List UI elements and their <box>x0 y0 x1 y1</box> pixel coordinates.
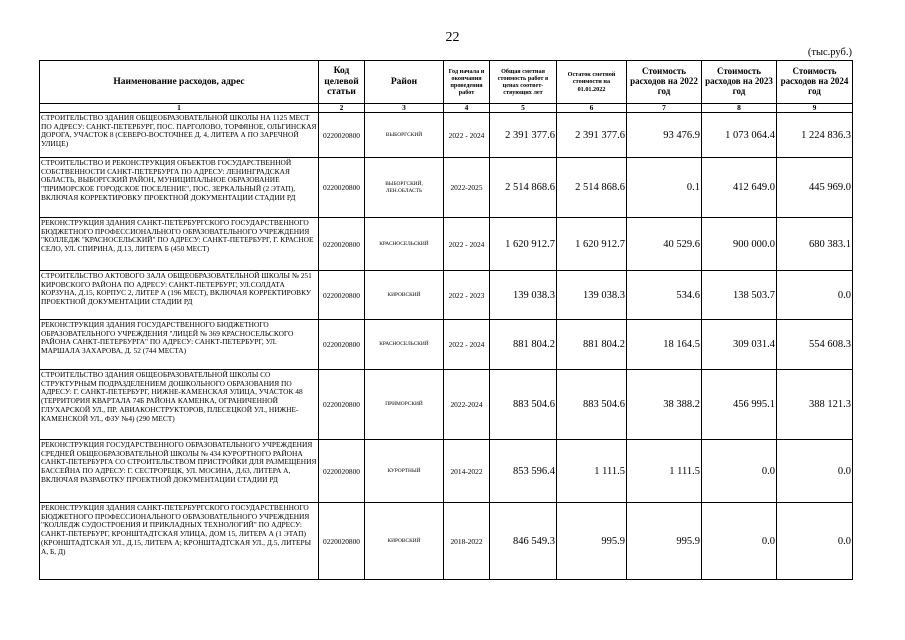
cost-2024: 0.0 <box>777 440 853 503</box>
work-period: 2014-2022 <box>444 440 490 503</box>
remainder-cost: 881 804.2 <box>557 320 627 370</box>
header-cost-2024: Стоимость расходов на 2024 год <box>777 61 853 104</box>
table-row <box>40 503 853 580</box>
page-number: 22 <box>445 30 460 45</box>
cost-2024: 0.0 <box>777 271 853 320</box>
total-cost: 846 549.3 <box>490 503 557 580</box>
table-row <box>40 271 853 320</box>
district: ПРИМОРСКИЙ <box>365 370 444 440</box>
column-number: 9 <box>777 104 853 113</box>
work-period: 2022-2025 <box>444 158 490 218</box>
remainder-cost: 2 391 377.6 <box>557 113 627 158</box>
table-row <box>40 218 853 271</box>
column-number-row <box>40 104 853 113</box>
table-row <box>40 320 853 370</box>
cost-2023: 900 000.0 <box>702 218 777 271</box>
header-period: Год начала и окончания проведения работ <box>444 61 490 104</box>
target-code: 0220020800 <box>319 158 365 218</box>
table-row <box>40 158 853 218</box>
work-period: 2022 - 2024 <box>444 218 490 271</box>
expenses-table <box>39 60 853 580</box>
cost-2023: 456 995.1 <box>702 370 777 440</box>
remainder-cost: 883 504.6 <box>557 370 627 440</box>
total-cost: 139 038.3 <box>490 271 557 320</box>
expense-name: СТРОИТЕЛЬСТВО И РЕКОНСТРУКЦИЯ ОБЪЕКТОВ ГОСУДАРСТВЕННОЙ СОБСТВЕННОСТИ САНКТ-ПЕТЕРБУРГА ПО АДРЕСУ: ЛЕНИНГРАДСКАЯ ОБЛАСТЬ, ВЫБОРГСКИЙ РАЙОН, МУНИЦИПАЛЬНОЕ ОБРАЗОВАНИЕ "ПРИМОРСКОЕ ГОРОДСКОЕ ПОСЕЛЕНИЕ", ПОС. ЗЕРКАЛЬНЫЙ (2 ЭТАП), ВКЛЮЧАЯ КОРРЕКТИРОВКУ ПРОЕКТНОЙ ДОКУМЕНТАЦИИ СТАДИИ РД <box>40 158 319 218</box>
header-code: Код целевой статьи <box>319 61 365 104</box>
expense-name: СТРОИТЕЛЬСТВО ЗДАНИЯ ОБЩЕОБРАЗОВАТЕЛЬНОЙ ШКОЛЫ СО СТРУКТУРНЫМ ПОДРАЗДЕЛЕНИЕМ ДОШКОЛЬНОГО ОБРАЗОВАНИЯ ПО АДРЕСУ: Г. САНКТ-ПЕТЕРБУРГ, НИЖНЕ-КАМЕНСКАЯ УЛИЦА, УЧАСТОК 48 (ТЕРРИТОРИЯ КВАРТАЛА 74Б РАЙОНА КАМЕНКА, ОГРАНИЧЕННОЙ ГЛУХАРСКОЙ УЛ., ПР. АВИАКОНСТРУКТОРОВ, ПЛЕСЕЦКОЙ УЛ., НИЖНЕ-КАМЕНСКОЙ УЛ., ФЗУ №4) (290 МЕСТ) <box>40 370 319 440</box>
cost-2024: 1 224 836.3 <box>777 113 853 158</box>
column-number: 8 <box>702 104 777 113</box>
table-row <box>40 440 853 503</box>
column-number: 7 <box>627 104 702 113</box>
cost-2022: 40 529.6 <box>627 218 702 271</box>
work-period: 2022 - 2023 <box>444 271 490 320</box>
column-number: 1 <box>40 104 319 113</box>
cost-2022: 0.1 <box>627 158 702 218</box>
target-code: 0220020800 <box>319 320 365 370</box>
target-code: 0220020800 <box>319 503 365 580</box>
cost-2022: 534.6 <box>627 271 702 320</box>
cost-2022: 93 476.9 <box>627 113 702 158</box>
expense-name: СТРОИТЕЛЬСТВО ЗДАНИЯ ОБЩЕОБРАЗОВАТЕЛЬНОЙ ШКОЛЫ НА 1125 МЕСТ ПО АДРЕСУ: САНКТ-ПЕТЕРБУРГ, ПОС. ПАРГОЛОВО, ТОРФЯНОЕ, ОЛЬГИНСКАЯ ДОРОГА, УЧАСТОК 8 (СЕВЕРО-ВОСТОЧНЕЕ Д. 4, ЛИТЕРА А ПО ЗАРЕЧНОЙ УЛИЦЕ) <box>40 113 319 158</box>
column-number: 5 <box>490 104 557 113</box>
total-cost: 1 620 912.7 <box>490 218 557 271</box>
expense-name: РЕКОНСТРУКЦИЯ ЗДАНИЯ САНКТ-ПЕТЕРБУРГСКОГО ГОСУДАРСТВЕННОГО БЮДЖЕТНОГО ПРОФЕССИОНАЛЬНОГО ОБРАЗОВАТЕЛЬНОГО УЧРЕЖДЕНИЯ "КОЛЛЕДЖ "КРАСНОСЕЛЬСКИЙ" ПО АДРЕСУ: САНКТ-ПЕТЕРБУРГ, Г. КРАСНОЕ СЕЛО, УЛ. СПИРИНА, Д.13, ЛИТЕРА Б (450 МЕСТ) <box>40 218 319 271</box>
district: КРАСНОСЕЛЬСКИЙ <box>365 320 444 370</box>
total-cost: 2 514 868.6 <box>490 158 557 218</box>
remainder-cost: 1 111.5 <box>557 440 627 503</box>
work-period: 2022 - 2024 <box>444 320 490 370</box>
target-code: 0220020800 <box>319 370 365 440</box>
header-district: Район <box>365 61 444 104</box>
header-name: Наименование расходов, адрес <box>40 61 319 104</box>
header-total: Общая сметная стоимость работ в ценах соответ-ствующих лет <box>490 61 557 104</box>
district: ВЫБОРГСКИЙ, ЛЕН.ОБЛАСТЬ <box>365 158 444 218</box>
cost-2024: 554 608.3 <box>777 320 853 370</box>
table-row <box>40 113 853 158</box>
target-code: 0220020800 <box>319 113 365 158</box>
column-number: 3 <box>365 104 444 113</box>
expense-name: РЕКОНСТРУКЦИЯ ЗДАНИЯ САНКТ-ПЕТЕРБУРГСКОГО ГОСУДАРСТВЕННОГО БЮДЖЕТНОГО ПРОФЕССИОНАЛЬНОГО ОБРАЗОВАТЕЛЬНОГО УЧРЕЖДЕНИЯ "КОЛЛЕДЖ СУДОСТРОЕНИЯ И ПРИКЛАДНЫХ ТЕХНОЛОГИЙ" ПО АДРЕСУ: САНКТ-ПЕТЕРБУРГ, КРОНШТАДТСКАЯ УЛИЦА, ДОМ 15, ЛИТЕРА А (1 ЭТАП) (КРОНШТАДТСКАЯ УЛ., Д.15, ЛИТЕРА А; КРОНШТАДТСКАЯ УЛ., Д.5, ЛИТЕРЫ А, Б, Д) <box>40 503 319 580</box>
work-period: 2022 - 2024 <box>444 113 490 158</box>
cost-2024: 0.0 <box>777 503 853 580</box>
cost-2022: 1 111.5 <box>627 440 702 503</box>
units-label: (тыс.руб.) <box>807 47 852 58</box>
district: КУРОРТНЫЙ <box>365 440 444 503</box>
work-period: 2022-2024 <box>444 370 490 440</box>
total-cost: 881 804.2 <box>490 320 557 370</box>
expense-name: СТРОИТЕЛЬСТВО АКТОВОГО ЗАЛА ОБЩЕОБРАЗОВАТЕЛЬНОЙ ШКОЛЫ № 251 КИРОВСКОГО РАЙОНА ПО АДРЕСУ: САНКТ-ПЕТЕРБУРГ, УЛ.СОЛДАТА КОРЗУНА, Д.15, КОРПУС 2, ЛИТЕР А (196 МЕСТ), ВКЛЮЧАЯ КОРРЕКТИРОВКУ ПРОЕКТНОЙ ДОКУМЕНТАЦИИ СТАДИИ РД <box>40 271 319 320</box>
column-number: 4 <box>444 104 490 113</box>
cost-2024: 388 121.3 <box>777 370 853 440</box>
table-row <box>40 370 853 440</box>
target-code: 0220020800 <box>319 218 365 271</box>
remainder-cost: 1 620 912.7 <box>557 218 627 271</box>
header-remainder: Остаток сметной стоимости на 01.01.2022 <box>557 61 627 104</box>
cost-2023: 0.0 <box>702 440 777 503</box>
column-number: 2 <box>319 104 365 113</box>
cost-2023: 309 031.4 <box>702 320 777 370</box>
cost-2022: 995.9 <box>627 503 702 580</box>
total-cost: 853 596.4 <box>490 440 557 503</box>
expense-name: РЕКОНСТРУКЦИЯ ГОСУДАРСТВЕННОГО ОБРАЗОВАТЕЛЬНОГО УЧРЕЖДЕНИЯ СРЕДНЕЙ ОБЩЕОБРАЗОВАТЕЛЬНОЙ ШКОЛЫ № 434 КУРОРТНОГО РАЙОНА САНКТ-ПЕТЕРБУРГА СО СТРОИТЕЛЬСТВОМ ПРИСТРОЙКИ ДЛЯ РАЗМЕЩЕНИЯ БАССЕЙНА ПО АДРЕСУ: Г. СЕСТРОРЕЦК, УЛ. МОСИНА, Д.63, ЛИТЕРА А, ВКЛЮЧАЯ РАЗРАБОТКУ ПРОЕКТНОЙ ДОКУМЕНТАЦИИ СТАДИИ РД <box>40 440 319 503</box>
cost-2022: 18 164.5 <box>627 320 702 370</box>
target-code: 0220020800 <box>319 440 365 503</box>
district: КИРОВСКИЙ <box>365 503 444 580</box>
total-cost: 883 504.6 <box>490 370 557 440</box>
district: ВЫБОРГСКИЙ <box>365 113 444 158</box>
remainder-cost: 139 038.3 <box>557 271 627 320</box>
remainder-cost: 2 514 868.6 <box>557 158 627 218</box>
remainder-cost: 995.9 <box>557 503 627 580</box>
cost-2023: 412 649.0 <box>702 158 777 218</box>
total-cost: 2 391 377.6 <box>490 113 557 158</box>
cost-2024: 445 969.0 <box>777 158 853 218</box>
expense-name: РЕКОНСТРУКЦИЯ ЗДАНИЯ ГОСУДАРСТВЕННОГО БЮДЖЕТНОГО ОБРАЗОВАТЕЛЬНОГО УЧРЕЖДЕНИЯ "ЛИЦЕЙ № 369 КРАСНОСЕЛЬСКОГО РАЙОНА САНКТ-ПЕТЕРБУРГА" ПО АДРЕСУ: САНКТ-ПЕТЕРБУРГ, УЛ. МАРШАЛА ЗАХАРОВА, Д. 52 (744 МЕСТА) <box>40 320 319 370</box>
cost-2023: 1 073 064.4 <box>702 113 777 158</box>
cost-2023: 138 503.7 <box>702 271 777 320</box>
column-number: 6 <box>557 104 627 113</box>
cost-2024: 680 383.1 <box>777 218 853 271</box>
cost-2023: 0.0 <box>702 503 777 580</box>
work-period: 2018-2022 <box>444 503 490 580</box>
district: КРАСНОСЕЛЬСКИЙ <box>365 218 444 271</box>
district: КИРОВСКИЙ <box>365 271 444 320</box>
target-code: 0220020800 <box>319 271 365 320</box>
cost-2022: 38 388.2 <box>627 370 702 440</box>
header-cost-2023: Стоимость расходов на 2023 год <box>702 61 777 104</box>
header-cost-2022: Стоимость расходов на 2022 год <box>627 61 702 104</box>
